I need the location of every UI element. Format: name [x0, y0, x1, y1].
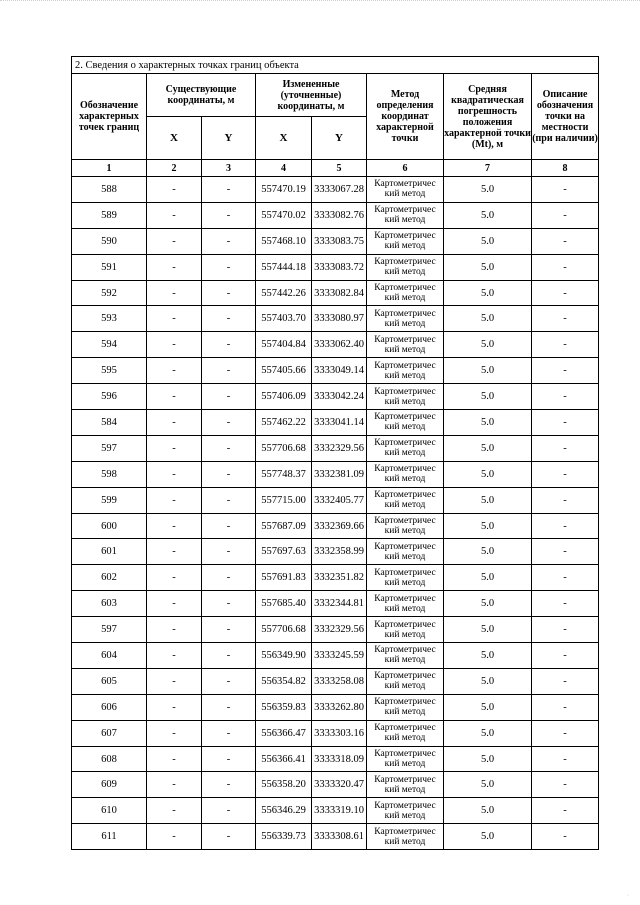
existing-y-cell: -: [202, 384, 256, 410]
existing-y-cell: -: [202, 435, 256, 461]
changed-y-cell: 3332344.81: [312, 591, 367, 617]
header-changed-y: Y: [312, 117, 367, 160]
description-cell: -: [532, 487, 599, 513]
column-number: 8: [532, 160, 599, 177]
changed-y-cell: 3333308.61: [312, 824, 367, 850]
changed-x-cell: 556358.20: [256, 772, 312, 798]
existing-x-cell: -: [147, 461, 202, 487]
column-number: 6: [367, 160, 444, 177]
column-number: 1: [72, 160, 147, 177]
column-number: 3: [202, 160, 256, 177]
changed-y-cell: 3333080.97: [312, 306, 367, 332]
existing-y-cell: -: [202, 461, 256, 487]
description-cell: -: [532, 410, 599, 436]
accuracy-cell: 5.0: [444, 202, 532, 228]
method-cell: Картометричес кий метод: [367, 720, 444, 746]
existing-x-cell: -: [147, 565, 202, 591]
changed-x-cell: 557462.22: [256, 410, 312, 436]
changed-x-cell: 556366.41: [256, 746, 312, 772]
table-row: [72, 254, 599, 280]
description-cell: -: [532, 254, 599, 280]
method-cell: Картометричес кий метод: [367, 565, 444, 591]
point-id-cell: 598: [72, 461, 147, 487]
changed-y-cell: 3332381.09: [312, 461, 367, 487]
point-id-cell: 604: [72, 643, 147, 669]
method-cell: Картометричес кий метод: [367, 410, 444, 436]
point-id-cell: 605: [72, 668, 147, 694]
changed-y-cell: 3333067.28: [312, 177, 367, 203]
existing-y-cell: -: [202, 617, 256, 643]
existing-y-cell: -: [202, 202, 256, 228]
method-cell: Картометричес кий метод: [367, 280, 444, 306]
existing-x-cell: -: [147, 824, 202, 850]
changed-y-cell: 3332329.56: [312, 617, 367, 643]
existing-x-cell: -: [147, 617, 202, 643]
point-id-cell: 594: [72, 332, 147, 358]
table-row: [72, 617, 599, 643]
changed-x-cell: 557470.02: [256, 202, 312, 228]
table-row: [72, 384, 599, 410]
accuracy-cell: 5.0: [444, 358, 532, 384]
table-row: [72, 306, 599, 332]
point-id-cell: 597: [72, 617, 147, 643]
changed-y-cell: 3332369.66: [312, 513, 367, 539]
point-id-cell: 593: [72, 306, 147, 332]
changed-y-cell: 3333262.80: [312, 694, 367, 720]
changed-x-cell: 557406.09: [256, 384, 312, 410]
existing-y-cell: -: [202, 280, 256, 306]
changed-x-cell: 557748.37: [256, 461, 312, 487]
table-row: [72, 643, 599, 669]
existing-x-cell: -: [147, 668, 202, 694]
existing-x-cell: -: [147, 332, 202, 358]
table-row: [72, 410, 599, 436]
section-title: 2. Сведения о характерных точках границ объекта: [72, 57, 599, 74]
changed-y-cell: 3333042.24: [312, 384, 367, 410]
changed-x-cell: 557706.68: [256, 435, 312, 461]
table-row: [72, 539, 599, 565]
header-existing-coords: Существующие координаты, м: [147, 74, 256, 117]
existing-y-cell: -: [202, 694, 256, 720]
method-cell: Картометричес кий метод: [367, 513, 444, 539]
description-cell: -: [532, 306, 599, 332]
accuracy-cell: 5.0: [444, 177, 532, 203]
point-id-cell: 592: [72, 280, 147, 306]
method-cell: Картометричес кий метод: [367, 617, 444, 643]
method-cell: Картометричес кий метод: [367, 461, 444, 487]
accuracy-cell: 5.0: [444, 332, 532, 358]
corner-mark: ·: [627, 893, 629, 899]
accuracy-cell: 5.0: [444, 410, 532, 436]
table-row: [72, 720, 599, 746]
accuracy-cell: 5.0: [444, 487, 532, 513]
existing-x-cell: -: [147, 694, 202, 720]
table-row: [72, 824, 599, 850]
description-cell: -: [532, 332, 599, 358]
method-cell: Картометричес кий метод: [367, 332, 444, 358]
changed-x-cell: 557691.83: [256, 565, 312, 591]
method-cell: Картометричес кий метод: [367, 202, 444, 228]
column-number: 7: [444, 160, 532, 177]
table-row: [72, 746, 599, 772]
method-cell: Картометричес кий метод: [367, 798, 444, 824]
changed-y-cell: 3333083.75: [312, 228, 367, 254]
changed-y-cell: 3332329.56: [312, 435, 367, 461]
description-cell: -: [532, 617, 599, 643]
changed-y-cell: 3332351.82: [312, 565, 367, 591]
table-body: [72, 177, 599, 850]
existing-y-cell: -: [202, 668, 256, 694]
accuracy-cell: 5.0: [444, 720, 532, 746]
description-cell: -: [532, 435, 599, 461]
changed-y-cell: 3333082.76: [312, 202, 367, 228]
changed-x-cell: 557706.68: [256, 617, 312, 643]
table-row: [72, 202, 599, 228]
header-changed-coords: Измененные (уточненные) координаты, м: [256, 74, 367, 117]
existing-x-cell: -: [147, 202, 202, 228]
description-cell: -: [532, 280, 599, 306]
description-cell: -: [532, 720, 599, 746]
description-cell: -: [532, 539, 599, 565]
point-id-cell: 601: [72, 539, 147, 565]
table-row: [72, 177, 599, 203]
table-row: [72, 435, 599, 461]
existing-x-cell: -: [147, 487, 202, 513]
table-row: [72, 358, 599, 384]
changed-y-cell: 3333049.14: [312, 358, 367, 384]
method-cell: Картометричес кий метод: [367, 435, 444, 461]
existing-x-cell: -: [147, 643, 202, 669]
existing-y-cell: -: [202, 565, 256, 591]
column-number: 4: [256, 160, 312, 177]
changed-x-cell: 556339.73: [256, 824, 312, 850]
changed-x-cell: 557404.84: [256, 332, 312, 358]
column-number: 2: [147, 160, 202, 177]
existing-y-cell: -: [202, 798, 256, 824]
accuracy-cell: 5.0: [444, 513, 532, 539]
existing-x-cell: -: [147, 539, 202, 565]
description-cell: -: [532, 358, 599, 384]
existing-x-cell: -: [147, 720, 202, 746]
table-row: [72, 668, 599, 694]
changed-y-cell: 3333062.40: [312, 332, 367, 358]
method-cell: Картометричес кий метод: [367, 487, 444, 513]
existing-x-cell: -: [147, 798, 202, 824]
existing-x-cell: -: [147, 410, 202, 436]
column-number: 5: [312, 160, 367, 177]
accuracy-cell: 5.0: [444, 746, 532, 772]
accuracy-cell: 5.0: [444, 280, 532, 306]
existing-x-cell: -: [147, 384, 202, 410]
method-cell: Картометричес кий метод: [367, 746, 444, 772]
point-id-cell: 603: [72, 591, 147, 617]
existing-y-cell: -: [202, 643, 256, 669]
description-cell: -: [532, 643, 599, 669]
description-cell: -: [532, 461, 599, 487]
description-cell: -: [532, 591, 599, 617]
boundary-points-table: [71, 56, 599, 850]
changed-y-cell: 3333318.09: [312, 746, 367, 772]
accuracy-cell: 5.0: [444, 694, 532, 720]
point-id-cell: 607: [72, 720, 147, 746]
column-numbers-row: [72, 160, 599, 177]
description-cell: -: [532, 824, 599, 850]
existing-y-cell: -: [202, 513, 256, 539]
method-cell: Картометричес кий метод: [367, 824, 444, 850]
description-cell: -: [532, 228, 599, 254]
boundary-points-sheet: [71, 56, 598, 850]
existing-y-cell: -: [202, 720, 256, 746]
accuracy-cell: 5.0: [444, 643, 532, 669]
accuracy-cell: 5.0: [444, 306, 532, 332]
changed-x-cell: 557444.18: [256, 254, 312, 280]
changed-x-cell: 556354.82: [256, 668, 312, 694]
point-id-cell: 606: [72, 694, 147, 720]
changed-y-cell: 3333303.16: [312, 720, 367, 746]
existing-x-cell: -: [147, 772, 202, 798]
existing-x-cell: -: [147, 746, 202, 772]
existing-y-cell: -: [202, 539, 256, 565]
changed-x-cell: 556366.47: [256, 720, 312, 746]
existing-x-cell: -: [147, 306, 202, 332]
description-cell: -: [532, 565, 599, 591]
accuracy-cell: 5.0: [444, 228, 532, 254]
changed-y-cell: 3332358.99: [312, 539, 367, 565]
accuracy-cell: 5.0: [444, 772, 532, 798]
header-description: Описание обозначения точки на местности (при наличии): [532, 74, 599, 160]
accuracy-cell: 5.0: [444, 539, 532, 565]
existing-x-cell: -: [147, 254, 202, 280]
changed-x-cell: 557685.40: [256, 591, 312, 617]
point-id-cell: 588: [72, 177, 147, 203]
description-cell: -: [532, 694, 599, 720]
changed-y-cell: 3333083.72: [312, 254, 367, 280]
changed-x-cell: 556349.90: [256, 643, 312, 669]
accuracy-cell: 5.0: [444, 461, 532, 487]
description-cell: -: [532, 513, 599, 539]
table-row: [72, 228, 599, 254]
description-cell: -: [532, 202, 599, 228]
method-cell: Картометричес кий метод: [367, 668, 444, 694]
method-cell: Картометричес кий метод: [367, 772, 444, 798]
table-row: [72, 461, 599, 487]
table-row: [72, 513, 599, 539]
existing-y-cell: -: [202, 772, 256, 798]
existing-x-cell: -: [147, 228, 202, 254]
method-cell: Картометричес кий метод: [367, 694, 444, 720]
existing-x-cell: -: [147, 435, 202, 461]
existing-y-cell: -: [202, 332, 256, 358]
changed-x-cell: 557403.70: [256, 306, 312, 332]
existing-x-cell: -: [147, 177, 202, 203]
point-id-cell: 597: [72, 435, 147, 461]
changed-x-cell: 557687.09: [256, 513, 312, 539]
changed-x-cell: 557697.63: [256, 539, 312, 565]
point-id-cell: 590: [72, 228, 147, 254]
header-existing-y: Y: [202, 117, 256, 160]
existing-y-cell: -: [202, 824, 256, 850]
point-id-cell: 602: [72, 565, 147, 591]
accuracy-cell: 5.0: [444, 565, 532, 591]
header-point: Обозначение характерных точек границ: [72, 74, 147, 160]
method-cell: Картометричес кий метод: [367, 228, 444, 254]
changed-x-cell: 556359.83: [256, 694, 312, 720]
changed-x-cell: 557442.26: [256, 280, 312, 306]
header-accuracy: Средняя квадратическая погрешность положения характерной точки (Mt), м: [444, 74, 532, 160]
table-row: [72, 591, 599, 617]
header-existing-x: X: [147, 117, 202, 160]
existing-x-cell: -: [147, 358, 202, 384]
table-row: [72, 332, 599, 358]
method-cell: Картометричес кий метод: [367, 306, 444, 332]
method-cell: Картометричес кий метод: [367, 358, 444, 384]
existing-y-cell: -: [202, 591, 256, 617]
existing-y-cell: -: [202, 306, 256, 332]
description-cell: -: [532, 772, 599, 798]
method-cell: Картометричес кий метод: [367, 384, 444, 410]
accuracy-cell: 5.0: [444, 591, 532, 617]
changed-x-cell: 557715.00: [256, 487, 312, 513]
existing-y-cell: -: [202, 410, 256, 436]
existing-x-cell: -: [147, 591, 202, 617]
changed-x-cell: 557468.10: [256, 228, 312, 254]
point-id-cell: 610: [72, 798, 147, 824]
accuracy-cell: 5.0: [444, 384, 532, 410]
changed-x-cell: 556346.29: [256, 798, 312, 824]
point-id-cell: 589: [72, 202, 147, 228]
existing-y-cell: -: [202, 254, 256, 280]
point-id-cell: 591: [72, 254, 147, 280]
changed-y-cell: 3333258.08: [312, 668, 367, 694]
changed-y-cell: 3333319.10: [312, 798, 367, 824]
changed-x-cell: 557405.66: [256, 358, 312, 384]
method-cell: Картометричес кий метод: [367, 177, 444, 203]
point-id-cell: 599: [72, 487, 147, 513]
existing-y-cell: -: [202, 177, 256, 203]
description-cell: -: [532, 668, 599, 694]
header-changed-x: X: [256, 117, 312, 160]
method-cell: Картометричес кий метод: [367, 539, 444, 565]
table-row: [72, 694, 599, 720]
existing-y-cell: -: [202, 746, 256, 772]
table-row: [72, 280, 599, 306]
existing-y-cell: -: [202, 358, 256, 384]
table-row: [72, 772, 599, 798]
existing-y-cell: -: [202, 487, 256, 513]
point-id-cell: 611: [72, 824, 147, 850]
description-cell: -: [532, 384, 599, 410]
accuracy-cell: 5.0: [444, 254, 532, 280]
method-cell: Картометричес кий метод: [367, 643, 444, 669]
method-cell: Картометричес кий метод: [367, 254, 444, 280]
accuracy-cell: 5.0: [444, 668, 532, 694]
point-id-cell: 608: [72, 746, 147, 772]
changed-y-cell: 3332405.77: [312, 487, 367, 513]
table-row: [72, 487, 599, 513]
accuracy-cell: 5.0: [444, 435, 532, 461]
changed-y-cell: 3333245.59: [312, 643, 367, 669]
existing-x-cell: -: [147, 280, 202, 306]
table-row: [72, 565, 599, 591]
point-id-cell: 584: [72, 410, 147, 436]
existing-y-cell: -: [202, 228, 256, 254]
accuracy-cell: 5.0: [444, 617, 532, 643]
method-cell: Картометричес кий метод: [367, 591, 444, 617]
point-id-cell: 596: [72, 384, 147, 410]
table-row: [72, 798, 599, 824]
description-cell: -: [532, 798, 599, 824]
accuracy-cell: 5.0: [444, 824, 532, 850]
point-id-cell: 600: [72, 513, 147, 539]
header-method: Метод определения координат характерной точки: [367, 74, 444, 160]
existing-x-cell: -: [147, 513, 202, 539]
accuracy-cell: 5.0: [444, 798, 532, 824]
changed-y-cell: 3333041.14: [312, 410, 367, 436]
changed-y-cell: 3333082.84: [312, 280, 367, 306]
description-cell: -: [532, 177, 599, 203]
point-id-cell: 609: [72, 772, 147, 798]
changed-y-cell: 3333320.47: [312, 772, 367, 798]
point-id-cell: 595: [72, 358, 147, 384]
description-cell: -: [532, 746, 599, 772]
page-top-edge: [0, 0, 640, 2]
changed-x-cell: 557470.19: [256, 177, 312, 203]
